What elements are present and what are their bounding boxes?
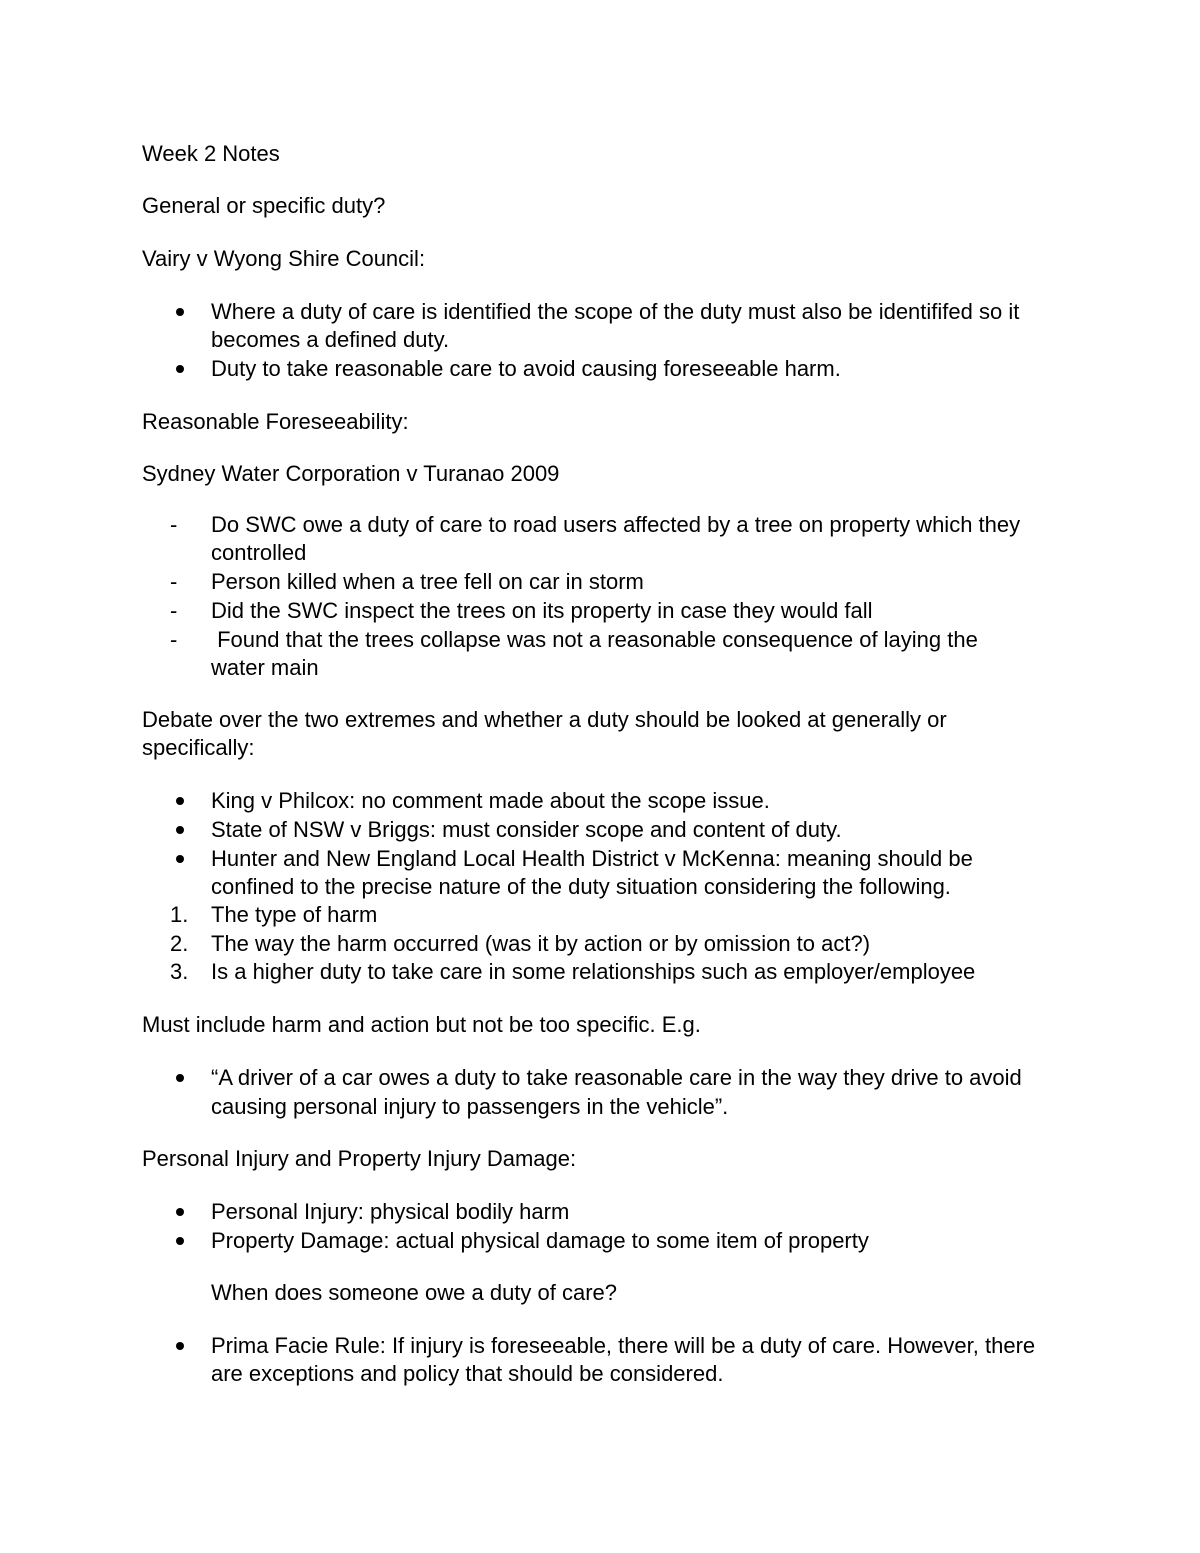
heading-foreseeability: Reasonable Foreseeability: <box>142 409 409 434</box>
numbered-item: The type of harm <box>211 902 378 927</box>
list-item: State of NSW v Briggs: must consider scope and content of duty. <box>211 817 842 842</box>
list-item-continuation: are exceptions and policy that should be considered. <box>211 1361 724 1386</box>
list-item: Prima Facie Rule: If injury is foreseeable, there will be a duty of care. However, there <box>211 1333 1036 1358</box>
question-owe-duty: When does someone owe a duty of care? <box>211 1280 618 1305</box>
dash-marker: - <box>170 512 178 537</box>
quote-item-continuation: causing personal injury to passengers in the vehicle”. <box>211 1094 729 1119</box>
dash-marker: - <box>170 569 178 594</box>
debate-paragraph-line: specifically: <box>142 735 255 760</box>
list-item-continuation: water main <box>211 655 319 680</box>
number-marker: 1. <box>170 902 189 927</box>
heading-vairy: Vairy v Wyong Shire Council: <box>142 246 426 271</box>
list-item: Duty to take reasonable care to avoid causing foreseeable harm. <box>211 356 841 381</box>
list-item-continuation: controlled <box>211 540 307 565</box>
dash-marker: - <box>170 598 178 623</box>
list-item-continuation: confined to the precise nature of the duty situation considering the following. <box>211 874 951 899</box>
number-marker: 2. <box>170 931 189 956</box>
list-item-continuation: becomes a defined duty. <box>211 327 450 352</box>
page-title: Week 2 Notes <box>142 141 280 166</box>
list-item: Hunter and New England Local Health District v McKenna: meaning should be <box>211 846 973 871</box>
list-item: Where a duty of care is identified the scope of the duty must also be identififed so it <box>211 299 1020 324</box>
debate-paragraph-line: Debate over the two extremes and whether a duty should be looked at generally or <box>142 707 947 732</box>
list-item: Found that the trees collapse was not a reasonable consequence of laying the <box>211 627 978 652</box>
list-item: Personal Injury: physical bodily harm <box>211 1199 570 1224</box>
quote-item: “A driver of a car owes a duty to take reasonable care in the way they drive to avoid <box>211 1065 1022 1090</box>
list-item: Person killed when a tree fell on car in storm <box>211 569 644 594</box>
list-item: Did the SWC inspect the trees on its property in case they would fall <box>211 598 873 623</box>
number-marker: 3. <box>170 959 189 984</box>
must-include-paragraph: Must include harm and action but not be too specific. E.g. <box>142 1012 701 1037</box>
heading-injury: Personal Injury and Property Injury Damage: <box>142 1146 577 1171</box>
list-item: Property Damage: actual physical damage to some item of property <box>211 1228 869 1253</box>
list-item: King v Philcox: no comment made about the scope issue. <box>211 788 770 813</box>
list-item: Do SWC owe a duty of care to road users affected by a tree on property which they <box>211 512 1021 537</box>
numbered-item: The way the harm occurred (was it by action or by omission to act?) <box>211 931 871 956</box>
question-general-specific: General or specific duty? <box>142 193 386 218</box>
heading-sydney-water: Sydney Water Corporation v Turanao 2009 <box>142 461 560 486</box>
numbered-item: Is a higher duty to take care in some relationships such as employer/employee <box>211 959 976 984</box>
dash-marker: - <box>170 627 178 652</box>
